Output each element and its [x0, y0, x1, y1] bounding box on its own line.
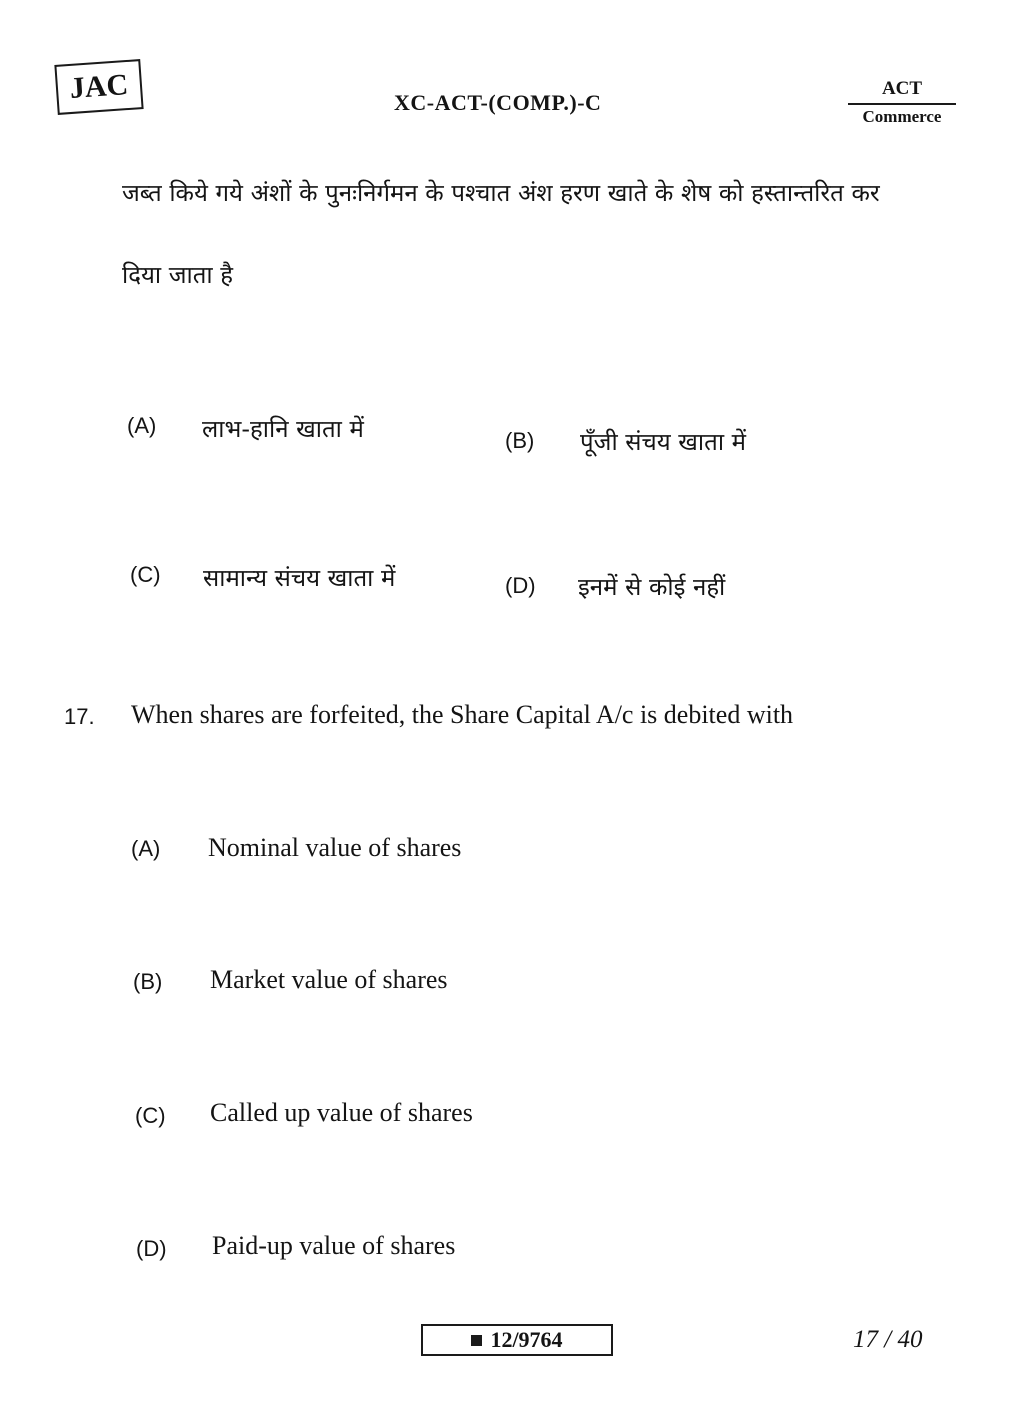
q17-option-a-label: (A) — [131, 836, 161, 861]
booklet-code: 12/9764 — [490, 1327, 563, 1352]
q17-option-b-text: Market value of shares — [210, 965, 448, 994]
q16-text-line2: दिया जाता है — [122, 261, 234, 289]
q16-text-line1: जब्त किये गये अंशों के पुनःनिर्गमन के पश्चात अंश हरण खाते के शेष को हस्तान्तरित कर — [122, 179, 880, 207]
q16-option-b-text: पूँजी संचय खाता में — [580, 428, 747, 456]
q16-option-d-text: इनमें से कोई नहीं — [578, 573, 726, 601]
paper-code: XC-ACT-(COMP.)-C — [394, 90, 602, 115]
booklet-code-box — [421, 1324, 613, 1356]
q17-option-c-text: Called up value of shares — [210, 1098, 473, 1127]
page-number: 17 / 40 — [853, 1326, 923, 1353]
q17-option-b-label: (B) — [133, 969, 163, 994]
q17-text: When shares are forfeited, the Share Capital A/c is debited with — [131, 700, 794, 729]
q16-option-d-label: (D) — [505, 573, 536, 598]
q16-option-a-label: (A) — [127, 413, 157, 438]
q16-option-a-text: लाभ-हानि खाता में — [202, 415, 364, 443]
q17-option-c-label: (C) — [135, 1103, 166, 1128]
subject-code: ACT — [848, 78, 956, 105]
q17-option-d-label: (D) — [136, 1236, 167, 1261]
q16-option-c-label: (C) — [130, 562, 161, 587]
jac-logo: JAC — [54, 59, 143, 115]
square-bullet-icon — [471, 1335, 482, 1346]
subject-name: Commerce — [862, 107, 942, 126]
q17-option-d-text: Paid-up value of shares — [212, 1231, 456, 1260]
q17-option-a-text: Nominal value of shares — [208, 833, 462, 862]
q17-number: 17. — [64, 704, 95, 729]
q16-option-b-label: (B) — [505, 428, 535, 453]
subject-block — [848, 78, 956, 127]
q16-option-c-text: सामान्य संचय खाता में — [203, 564, 396, 592]
